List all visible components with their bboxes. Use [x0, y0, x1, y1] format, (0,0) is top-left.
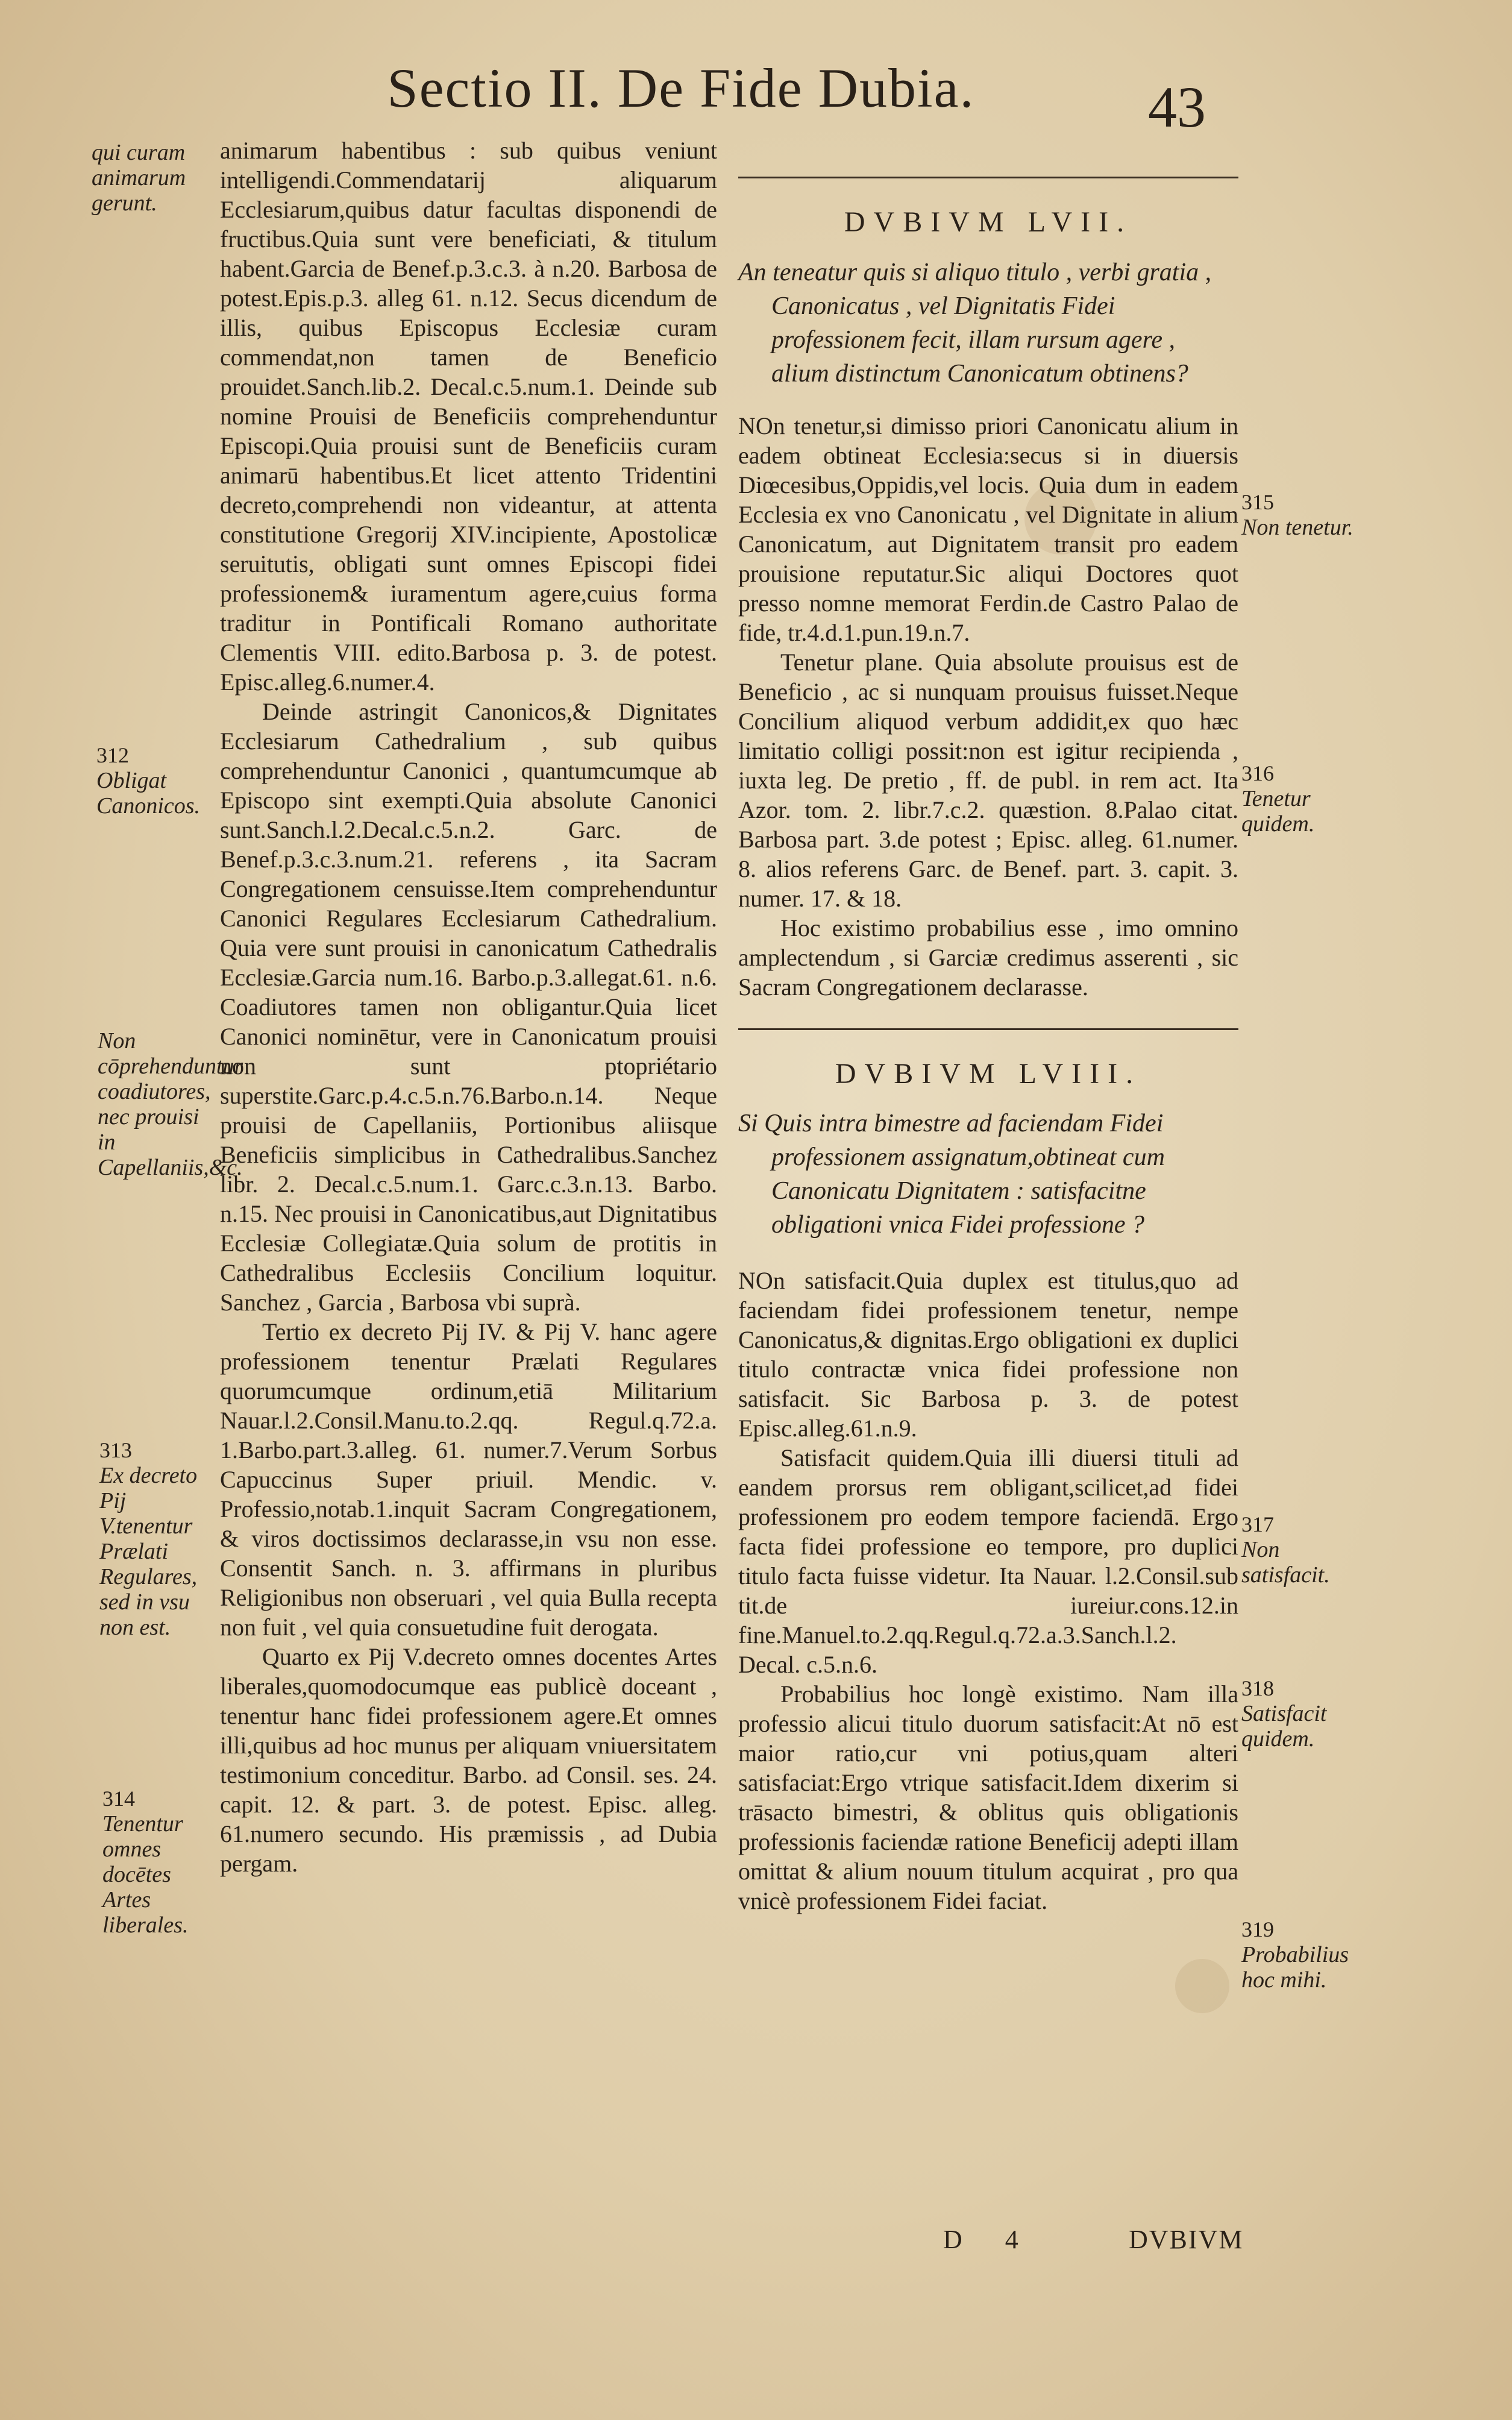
margin-note [1241, 1512, 1356, 1588]
margin-note-number: 318 [1241, 1676, 1274, 1700]
margin-note-text: Obligat Canonicos. [96, 768, 201, 819]
margin-note-number: 314 [102, 1787, 135, 1811]
left-column [220, 136, 717, 1878]
paragraph: Deinde astringit Canonicos,& Dignitates Ecclesiarum Cathedralium , sub quibus comprehenduntur Canonici , quantumcumque ab Episcopo sint exempti.Quia absolute Canonici sunt.Sanch.l.2.Decal.c.5.n.2. Garc. de Benef.p.3.c.3.num.21. referens , ita Sacram Congregationem censuisse.Item comprehenduntur Canonici Regulares Ecclesiarum Cathedralium. Quia vere sunt prouisi in canonicatum Cathedralis Ecclesiæ.Garcia num.16. Barbo.p.3.allegat.61. n.6. Coadiutores tamen non obligantur.Quia licet Canonici nominētur, vere in Canonicatum prouisi non sunt ptopriétario superstite.Garc.p.4.c.5.n.76.Barbo.n.14. Neque prouisi de Capellaniis, Portionibus aliisque Beneficiis simplicibus in Cathedralibus.Sanchez libr. 2. Decal.c.5.num.1. Garc.c.3.n.13. Barbo. n.15. Nec prouisi in Canonicatibus,aut Dignitatibus Ecclesiæ Collegiatæ.Quia solum de protitis in Cathedralibus Ecclesiis Concilium loquitur. Sanchez , Garcia , Barbosa vbi suprà. [220, 698, 717, 1316]
margin-note [1241, 1917, 1356, 1993]
margin-note-text: Ex decreto Pij V.tenentur Prælati Regulares, sed in vsu non est. [99, 1463, 198, 1640]
section-rule [738, 1028, 1238, 1030]
paragraph: Satisfacit quidem.Quia illi diuersi tituli ad eandem prorsus rem obligant,scilicet,ad fidei professionem pro eodem tempore faciendā. Ergo facta fidei professione eo tempore, pro duplici titulo facta fuisse videtur. Ita Nauar. l.2.Consil.sub tit.de iureiur.cons.12.in fine.Manuel.to.2.qq.Regul.q.72.a.3.Sanch.l.2. Decal. c.5.n.6. [738, 1444, 1238, 1679]
margin-note-number: 317 [1241, 1512, 1274, 1536]
margin-note-text: qui curam animarum gerunt. [92, 140, 186, 216]
margin-note-text: Non cōprehenduntur coadiutores, nec prouisi in Capellaniis,&c. [98, 1028, 243, 1180]
paragraph: animarum habentibus : sub quibus veniunt intelligendi.Commendatarij aliquarum Ecclesiarum,quibus datur facultas disponendi de fructibus.Quia sunt vere beneficiati, & titulum habent.Garcia de Benef.p.3.c.3. à n.20. Barbosa de potest.Epis.p.3. alleg 61. n.12. Secus dicendum de illis, quibus Episcopus Ecclesiæ curam commendat,non tamen de Beneficio prouidet.Sanch.lib.2. Decal.c.5.num.1. Deinde sub nomine Prouisi de Beneficiis comprehenduntur Episcopi.Quia prouisi sunt de Beneficiis curam animarū habentibus.Et licet attento Tridentini decreto,comprehendi non videantur, at attenta constitutione Gregorij XIV.incipiente, Apostolicæ seruitutis, obligati sunt omnes Episcopi fidei professionem& iuramentum agere,cuius forma traditur in Pontificali Romano authoritate Clementis VIII. edito.Barbosa p. 3. de potest. Episc.alleg.6.numer.4. [220, 137, 717, 696]
paragraph: Tertio ex decreto Pij IV. & Pij V. hanc agere professionem tenentur Prælati Regulares quorumcumque ordinum,etiā Militarium Nauar.l.2.Consil.Manu.to.2.qq. Regul.q.72.a. 1.Barbo.part.3.alleg. 61. numer.7.Verum Sorbus Capuccinus Super priuil. Mendic. v. Professio,notab.1.inquit Sacram Congregationem, & viros doctissimos declarasse,in vsu non esse. Consentit Sanch. n. 3. affirmans in pluribus Religionibus non obseruari , vel quia Bulla recepta non fuit , vel quia consuetudine fuit derogata. [220, 1318, 717, 1641]
margin-note-text: Probabilius hoc mihi. [1241, 1942, 1349, 1993]
dubium-heading: DVBIVM LVII. [844, 206, 1133, 238]
margin-note-number: 315 [1241, 490, 1274, 514]
page-number: 43 [1148, 75, 1206, 139]
paragraph: Quarto ex Pij V.decreto omnes docentes Artes liberales,quomodocumque eas publicè doceant , tenentur hanc fidei professionem agere.Et omnes illi,quibus ad hoc munus per aliquam vniuersitatem testimonium conceditur. Barbo. ad Consil. ses. 24. capit. 12. & part. 3. de potest. Episc. alleg. 61.numero secundo. His præmissis , ad Dubia pergam. [220, 1643, 717, 1877]
paragraph: Probabilius hoc longè existimo. Nam illa professio alicui titulo duorum satisfacit:At nō est maior ratio,cur vni potius,quam alteri satisfaciat:Ergo vtrique satisfacit.Idem dixerim si trāsacto bimestri, & oblitus quis obligationis professionis faciendæ ratione Beneficij adepti illam omittat & alium nouum titulum acquirat , pro qua vnicè professionem Fidei faciat. [738, 1680, 1238, 1915]
right-column [738, 136, 1238, 1916]
paper-stain [1175, 1959, 1229, 2013]
margin-note-text: Non satisfacit. [1241, 1537, 1330, 1588]
margin-note-text: Non tenetur. [1241, 515, 1354, 540]
margin-note [96, 743, 217, 819]
margin-note [99, 1438, 220, 1640]
paragraph: Hoc existimo probabilius esse , imo omnino amplectendum , si Garciæ credimus asserenti , sic Sacram Congregationem declarasse. [738, 914, 1238, 1001]
margin-note-number: 316 [1241, 761, 1274, 785]
running-head: Sectio II. De Fide Dubia. [387, 57, 975, 119]
margin-note [1241, 1676, 1356, 1752]
margin-note-number: 319 [1241, 1917, 1274, 1941]
paragraph: NOn tenetur,si dimisso priori Canonicatu alium in eadem obtineat Ecclesia:secus si in diuersis Diœcesibus,Oppidis,vel locis. Quia dum in eadem Ecclesia ex vno Canonicatu , vel Dignitate in alium Canonicatum, aut Dignitatem transit pro eadem prouisione reputatur.Sic aliqui Doctores quot presso nomne memorat Ferdin.de Castro Palao de fide, tr.4.d.1.pun.19.n.7. [738, 412, 1238, 646]
margin-note [92, 140, 212, 216]
catchword: DVBIVM [1129, 2225, 1244, 2254]
margin-note-text: Tenentur omnes docētes Artes liberales. [102, 1811, 189, 1938]
paragraph: NOn satisfacit.Quia duplex est titulus,quo ad faciendam fidei professionem tenetur, nempe Canonicatus,& dignitas.Ergo obligationi ex duplici titulo contractæ vnica fidei professione non satisfacit. Sic Barbosa p. 3. de potest Episc.alleg.61.n.9. [738, 1267, 1238, 1442]
margin-note [1241, 489, 1356, 540]
dubium-heading: DVBIVM LVIII. [835, 1057, 1142, 1090]
margin-note-text: Tenetur quidem. [1241, 786, 1315, 837]
margin-note-text: Satisfacit quidem. [1241, 1701, 1327, 1752]
paragraph: Tenetur plane. Quia absolute prouisus est de Beneficio , ac si nunquam prouisus fuisset.Neque Concilium aliquod verbum addidit,ex quo hæc limitatio colligi possit:non est igitur recipienda , iuxta leg. De pretio , ff. de publ. in rem act. Ita Azor. tom. 2. libr.7.c.2. quæstion. 8.Palao citat. Barbosa part. 3.de potest ; Episc. alleg. 61.numer. 8. alios referens Garc. de Benef. part. 3. capit. 3. numer. 17. & 18. [738, 648, 1238, 912]
section-rule [738, 177, 1238, 178]
dubium-question: Si Quis intra bimestre ad faciendam Fidei professionem assignatum,obtineat cum Canonicatu Dignitatem : satisfacitne obligationi vnica Fidei professione ? [738, 1110, 1165, 1239]
margin-note [102, 1786, 223, 1938]
margin-note [1241, 761, 1356, 837]
margin-note-number: 313 [99, 1438, 132, 1462]
signature-mark: D 4 [943, 2225, 1037, 2254]
dubium-question: An teneatur quis si aliquo titulo , verbi gratia , Canonicatus , vel Dignitatis Fidei professionem fecit, illam rursum agere , alium distinctum Canonicatum obtinens? [738, 258, 1212, 388]
margin-note [98, 1028, 243, 1180]
margin-note-number: 312 [96, 743, 129, 767]
